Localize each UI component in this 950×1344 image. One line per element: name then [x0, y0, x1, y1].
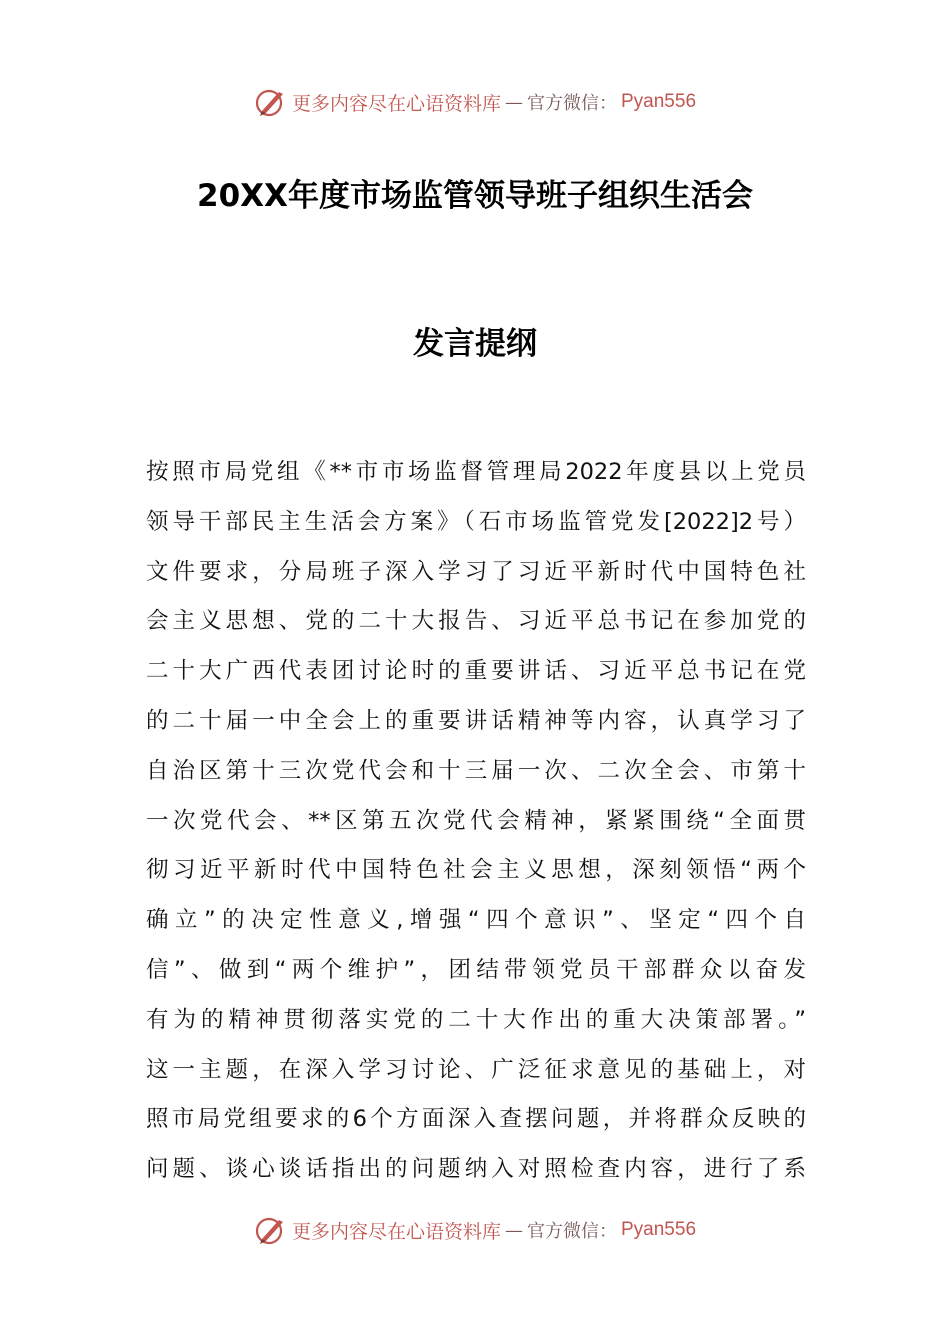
body-line: 的二十届一中全会上的重要讲话精神等内容，认真学习了 [146, 707, 806, 734]
body-line: 领导干部民主生活会方案》（石市场监管党发[2022]2号） [146, 508, 806, 535]
banner-site-text: 更多内容尽在心语资料库 [291, 1220, 501, 1243]
pen-circle-logo-icon [254, 1213, 288, 1247]
banner-wechat-label: 官方微信： [527, 1221, 617, 1242]
body-line: 这一主题，在深入学习讨论、广泛征求意见的基础上，对 [146, 1056, 806, 1083]
body-line: 自治区第十三次党代会和十三届一次、二次全会、市第十 [146, 757, 806, 784]
body-line: 会主义思想、党的二十大报告、习近平总书记在参加党的 [146, 608, 806, 635]
body-line: 按照市局党组《**市市场监督管理局2022年度县以上党员 [146, 459, 806, 485]
banner-site-text: 更多内容尽在心语资料库 [291, 92, 501, 115]
banner-dash: — [505, 91, 523, 113]
body-line: 信”、做到“两个维护”，团结带领党员干部群众以奋发 [146, 956, 806, 983]
body-paragraph [146, 448, 806, 1195]
body-line: 一次党代会、**区第五次党代会精神，紧紧围绕“全面贯 [146, 807, 806, 834]
banner-dash: — [505, 1219, 523, 1241]
body-line: 彻习近平新时代中国特色社会主义思想，深刻领悟“两个 [146, 857, 806, 884]
body-line: 二十大广西代表团讨论时的重要讲话、习近平总书记在党 [146, 658, 806, 685]
body-line: 确立”的决定性意义,增强“四个意识”、坚定“四个自 [146, 907, 806, 934]
footer-banner [0, 1210, 950, 1250]
document-title-line2: 发言提纲 [413, 326, 537, 362]
banner-wechat-id: Pyan556 [621, 1219, 697, 1240]
body-line: 文件要求，分局班子深入学习了习近平新时代中国特色社 [146, 558, 806, 585]
banner-wechat-label: 官方微信： [527, 93, 617, 114]
pen-circle-logo-icon [254, 85, 288, 119]
body-line: 照市局党组要求的6个方面深入查摆问题，并将群众反映的 [146, 1106, 806, 1133]
body-line: 问题、谈心谈话指出的问题纳入对照检查内容，进行了系 [146, 1156, 806, 1183]
body-line: 有为的精神贯彻落实党的二十大作出的重大决策部署。” [146, 1006, 806, 1033]
banner-wechat-id: Pyan556 [621, 91, 697, 112]
document-title-line1: 20XX年度市场监管领导班子组织生活会 [197, 178, 753, 214]
header-banner [0, 82, 950, 122]
